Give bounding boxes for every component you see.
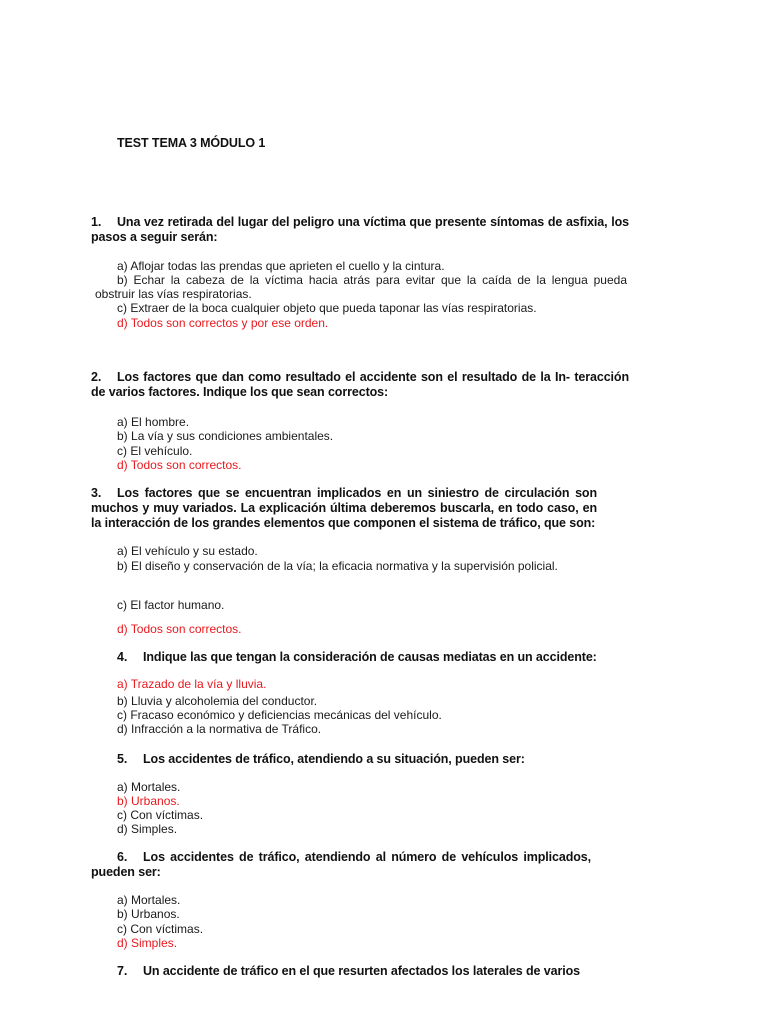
option-2a [117, 415, 189, 429]
option-letter: a) [117, 893, 128, 907]
option-6a [117, 893, 180, 907]
option-text: Todos son correctos. [130, 458, 242, 472]
option-text: El vehículo. [130, 444, 193, 458]
option-4a-correct [117, 677, 266, 691]
option-letter: c) [117, 708, 127, 722]
option-4b [117, 694, 317, 708]
option-text: Urbanos. [131, 907, 180, 921]
option-text: La vía y sus condiciones ambientales. [131, 429, 334, 443]
option-letter: a) [117, 677, 128, 691]
option-text: El vehículo y su estado. [131, 544, 258, 558]
option-text: Con víctimas. [130, 922, 204, 936]
option-1c [117, 301, 537, 315]
question-6 [91, 850, 591, 880]
option-5b-correct [117, 794, 180, 808]
option-letter: a) [117, 544, 128, 558]
option-letter: b) [117, 907, 128, 921]
option-text: Extraer de la boca cualquier objeto que pueda taponar las vías respiratorias. [130, 301, 537, 315]
question-number: 7. [117, 964, 128, 978]
question-3 [91, 486, 597, 531]
option-letter: c) [117, 301, 127, 315]
option-letter: b) [117, 794, 128, 808]
option-1d-correct [117, 316, 328, 330]
option-text: Simples. [131, 936, 178, 950]
option-text: Echar la cabeza de la víctima hacia atrás para evitar que la caída de la lengua pueda obstruir las vías respiratorias. [95, 273, 627, 301]
option-1a [117, 259, 445, 273]
option-text: Simples. [131, 822, 178, 836]
option-2c [117, 444, 192, 458]
option-1b [95, 273, 627, 301]
question-2 [91, 370, 629, 400]
option-3b [117, 559, 558, 573]
question-4 [91, 650, 629, 665]
option-text: Mortales. [131, 893, 181, 907]
question-1 [91, 215, 629, 245]
option-letter: d) [117, 622, 128, 636]
option-text: Trazado de la vía y lluvia. [130, 677, 267, 691]
option-letter: a) [117, 259, 128, 273]
question-5 [91, 752, 629, 767]
option-6d-correct [117, 936, 177, 950]
option-5a [117, 780, 180, 794]
option-2b [117, 429, 333, 443]
option-4c [117, 708, 442, 722]
option-5c [117, 808, 203, 822]
option-letter: d) [117, 936, 128, 950]
option-4d [117, 722, 321, 736]
question-number: 1. [91, 215, 102, 229]
option-text: Mortales. [131, 780, 181, 794]
option-text: Fracaso económico y deficiencias mecánicas del vehículo. [130, 708, 442, 722]
option-5d [117, 822, 177, 836]
option-letter: b) [117, 559, 128, 573]
option-letter: c) [117, 444, 127, 458]
question-7 [91, 964, 651, 979]
question-text: Los accidentes de tráfico, atendiendo al número de vehículos implicados, pueden ser: [91, 850, 591, 879]
option-text: Urbanos. [131, 794, 180, 808]
document-title: TEST TEMA 3 MÓDULO 1 [117, 136, 266, 150]
option-3d-correct [117, 622, 242, 636]
option-text: Todos son correctos. [130, 622, 242, 636]
question-text: Un accidente de tráfico en el que resurten afectados los laterales de varios [143, 964, 581, 978]
option-3a [117, 544, 258, 558]
option-text: Aflojar todas las prendas que aprieten el cuello y la cintura. [130, 259, 445, 273]
option-6b [117, 907, 180, 921]
question-text: Una vez retirada del lugar del peligro una víctima que presente síntomas de asfixia, los pasos a seguir serán: [91, 215, 629, 244]
question-text: Los factores que se encuentran implicados en un siniestro de circulación son muchos y muy variados. La explicación última deberemos buscarla, en todo caso, en la interacción de los grandes elementos que componen el sistema de tráfico, que son: [91, 486, 597, 530]
option-letter: b) [117, 273, 128, 287]
option-3c [117, 598, 224, 612]
option-text: Infracción a la normativa de Tráfico. [131, 722, 322, 736]
option-text: El factor humano. [130, 598, 225, 612]
option-letter: d) [117, 722, 128, 736]
option-letter: d) [117, 316, 128, 330]
option-letter: c) [117, 808, 127, 822]
option-2d-correct [117, 458, 242, 472]
option-letter: a) [117, 780, 128, 794]
question-number: 3. [91, 486, 102, 500]
option-text: Todos son correctos y por ese orden. [130, 316, 329, 330]
question-number: 4. [117, 650, 128, 664]
option-6c [117, 922, 203, 936]
question-text: Los accidentes de tráfico, atendiendo a su situación, pueden ser: [143, 752, 525, 766]
option-letter: b) [117, 429, 128, 443]
option-letter: c) [117, 598, 127, 612]
question-number: 6. [117, 850, 128, 864]
question-number: 2. [91, 370, 102, 384]
option-text: Con víctimas. [130, 808, 204, 822]
option-letter: d) [117, 822, 128, 836]
question-number: 5. [117, 752, 128, 766]
option-letter: d) [117, 458, 128, 472]
option-text: Lluvia y alcoholemia del conductor. [131, 694, 318, 708]
option-letter: c) [117, 922, 127, 936]
question-text: Los factores que dan como resultado el accidente son el resultado de la In- teracción de varios factores. Indique los que sean correctos: [91, 370, 629, 399]
option-text: El hombre. [131, 415, 190, 429]
option-letter: a) [117, 415, 128, 429]
option-letter: b) [117, 694, 128, 708]
question-text: Indique las que tengan la consideración de causas mediatas en un accidente: [143, 650, 597, 664]
option-text: El diseño y conservación de la vía; la eficacia normativa y la supervisión policial. [131, 559, 558, 573]
